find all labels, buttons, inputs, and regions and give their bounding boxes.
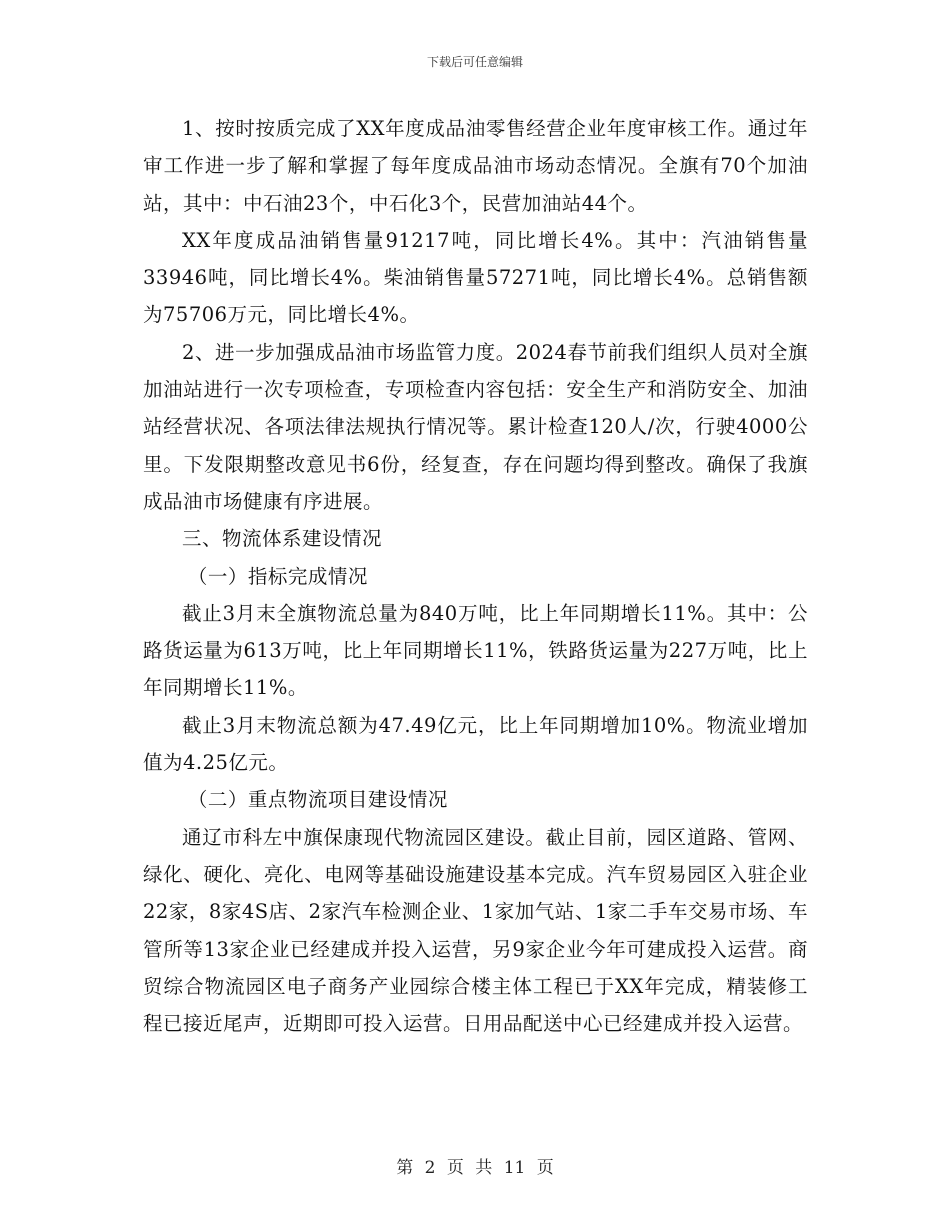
page-number-footer: 第 2 页 共 11 页	[396, 1158, 554, 1178]
subheading-indicators: （一）指标完成情况	[187, 564, 368, 588]
subheading-key-projects: （二）重点物流项目建设情况	[187, 788, 448, 812]
paragraph-market-supervision: 2、进一步加强成品油市场监管力度。2024春节前我们组织人员对全旗加油站进行一次专项检查，专项检查内容包括：安全生产和消防安全、加油站经营状况、各项法律法规执行情况等。累计检查120人/次，行驶4000公里。下发限期整改意见书6份，经复查，存在问题均得到整改。确保了我旗成品油市场健康有序进展。	[143, 340, 808, 513]
paragraph-sales-volume: XX年度成品油销售量91217吨，同比增长4%。其中：汽油销售量33946吨，同比增长4%。柴油销售量57271吨，同比增长4%。总销售额为75706万元，同比增长4%。	[143, 228, 808, 327]
paragraph-annual-review: 1、按时按质完成了XX年度成品油零售经营企业年度审核工作。通过年审工作进一步了解和掌握了每年度成品油市场动态情况。全旗有70个加油站，其中：中石油23个，中石化3个，民营加油站44个。	[143, 117, 808, 215]
page-header-note: 下载后可任意编辑	[426, 55, 523, 69]
section-heading-logistics: 三、物流体系建设情况	[182, 527, 383, 551]
paragraph-logistics-park: 通辽市科左中旗保康现代物流园区建设。截止目前，园区道路、管网、绿化、硬化、亮化、电网等基础设施建设基本完成。汽车贸易园区入驻企业22家，8家4S店、2家汽车检测企业、1家加气站、1家二手车交易市场、车管所等13家企业已经建成并投入运营，另9家企业今年可建成投入运营。商贸综合物流园区电子商务产业园综合楼主体工程已于XX年完成，精装修工程已接近尾声，近期即可投入运营。日用品配送中心已经建成并投入运营。	[143, 825, 808, 1036]
paragraph-logistics-value: 截止3月末物流总额为47.49亿元，比上年同期增加10%。物流业增加值为4.25亿元。	[143, 713, 808, 775]
paragraph-logistics-volume: 截止3月末全旗物流总量为840万吨，比上年同期增长11%。其中：公路货运量为613万吨，比上年同期增长11%，铁路货运量为227万吨，比上年同期增长11%。	[143, 601, 808, 700]
document-body	[143, 110, 808, 1042]
